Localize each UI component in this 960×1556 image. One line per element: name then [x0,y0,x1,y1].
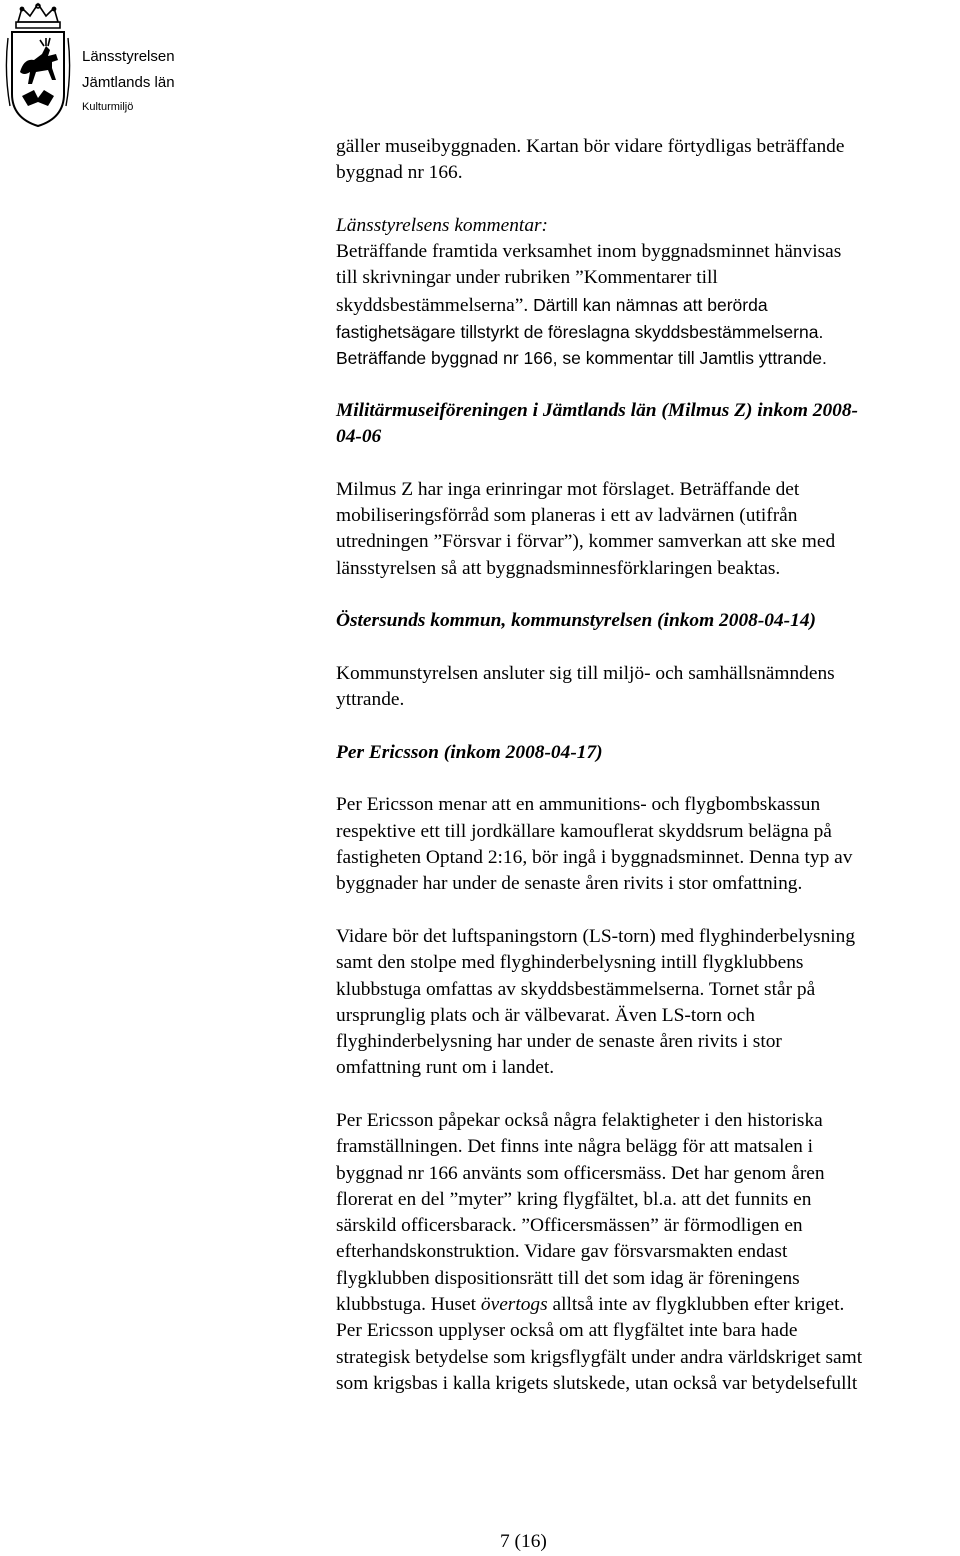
text-line: Beträffande framtida verksamhet inom byggnadsminnet hänvisas [336,241,842,263]
coat-of-arms-icon [4,2,72,130]
text-line: flyghinderbelysning har under de senaste åren rivits i stor [336,1031,782,1053]
text-line: särskild officersbarack. ”Officersmässen” är förmodligen en [336,1215,803,1237]
emphasis-overtogs: övertogs [480,1294,548,1316]
text-line: yttrande. [336,689,405,711]
paragraph-ericsson-3 [336,1108,960,1397]
text-line: länsstyrelsen så att byggnadsminnesförklaringen beaktas. [336,557,781,579]
text-line: Per Ericsson menar att en ammunitions- och flygbombskassun [336,794,821,816]
text-line: Kommunstyrelsen ansluter sig till miljö- och samhällsnämndens [336,662,835,684]
heading-line: Militärmuseiföreningen i Jämtlands län (Milmus Z) inkom 2008- [336,399,859,421]
text-line: respektive ett till jordkällare kamouflerat skyddsrum belägna på [336,820,832,842]
text-line: fastigheten Optand 2:16, bör ingå i byggnadsminnet. Denna typ av [336,847,853,869]
heading-ostersund [336,608,960,634]
org-name: Länsstyrelsen [82,48,175,65]
text-line: till skrivningar under rubriken ”Kommentarer till [336,267,718,289]
text-line-sans: fastighetsägare tillstyrkt de föreslagna skyddsbestämmelserna. [336,322,824,343]
letterhead [4,2,264,132]
paragraph-ericsson-2 [336,924,960,1082]
text-line: mobiliseringsförråd som planeras i ett av ladvärnen (utifrån [336,505,798,527]
text-line-mixed: klubbstuga. Huset övertogs alltså inte av flygklubben efter kriget. [336,1294,845,1316]
text-line: omfattning runt om i landet. [336,1057,555,1079]
paragraph-ericsson-1 [336,792,960,897]
comment-label: Länsstyrelsens kommentar: [336,214,549,236]
text-line: skyddsbestämmelserna”. [336,294,529,316]
text-line: byggnader har under de senaste åren rivits i stor omfattning. [336,873,803,895]
heading-milmus [336,398,960,451]
paragraph-milmus [336,477,960,582]
text-line: ursprunglig plats och är välbevarat. Även LS-torn och [336,1004,755,1026]
text-line: flygklubben dispositionsrätt till det som idag är föreningens [336,1267,800,1289]
text-line: Per Ericsson upplyser också om att flygfältet inte bara hade [336,1320,798,1342]
heading-per-ericsson [336,740,960,766]
text-line: framställningen. Det finns inte några belägg för att matsalen i [336,1136,814,1158]
document-body [336,134,960,1424]
text-line: efterhandskonstruktion. Vidare gav försvarsmakten endast [336,1241,788,1263]
paragraph-museum-map [336,134,960,187]
text-line: som krigsbas i kalla krigets slutskede, utan också var betydelsefullt [336,1372,858,1394]
text-line: florerat en del ”myter” kring flygfältet, bl.a. att det funnits en [336,1188,812,1210]
text-line: gäller museibyggnaden. Kartan bör vidare förtydligas beträffande [336,136,845,157]
text-line-sans: Därtill kan nämnas att berörda [533,294,768,315]
text-line: strategisk betydelse som krigsflygfält under andra världskriget samt [336,1346,863,1368]
page-number: 7 (16) [500,1531,547,1552]
org-county: Jämtlands län [82,74,175,91]
heading-line: Per Ericsson (inkom 2008-04-17) [336,741,603,763]
text-line: klubbstuga omfattas av skyddsbestämmelserna. Tornet står på [336,978,816,1000]
text-line: byggnad nr 166 använts som officersmäss. Det har genom åren [336,1162,825,1184]
paragraph-county-comment [336,213,960,372]
text-line-sans: Beträffande byggnad nr 166, se kommentar till Jamtlis yttrande. [336,348,827,369]
text-line: utredningen ”Försvar i förvar”), kommer samverkan att ske med [336,531,836,553]
text-line: Per Ericsson påpekar också några felaktigheter i den historiska [336,1109,823,1131]
paragraph-ostersund [336,661,960,714]
text-line: Milmus Z har inga erinringar mot förslaget. Beträffande det [336,478,800,500]
text-line: samt den stolpe med flyghinderbelysning intill flygklubbens [336,952,804,974]
org-department: Kulturmiljö [82,101,134,113]
text-line: byggnad nr 166. [336,162,463,184]
heading-line: Östersunds kommun, kommunstyrelsen (inkom 2008-04-14) [336,610,816,632]
text-line: Vidare bör det luftspaningstorn (LS-torn) med flyghinderbelysning [336,925,856,947]
heading-line: 04-06 [336,426,382,448]
